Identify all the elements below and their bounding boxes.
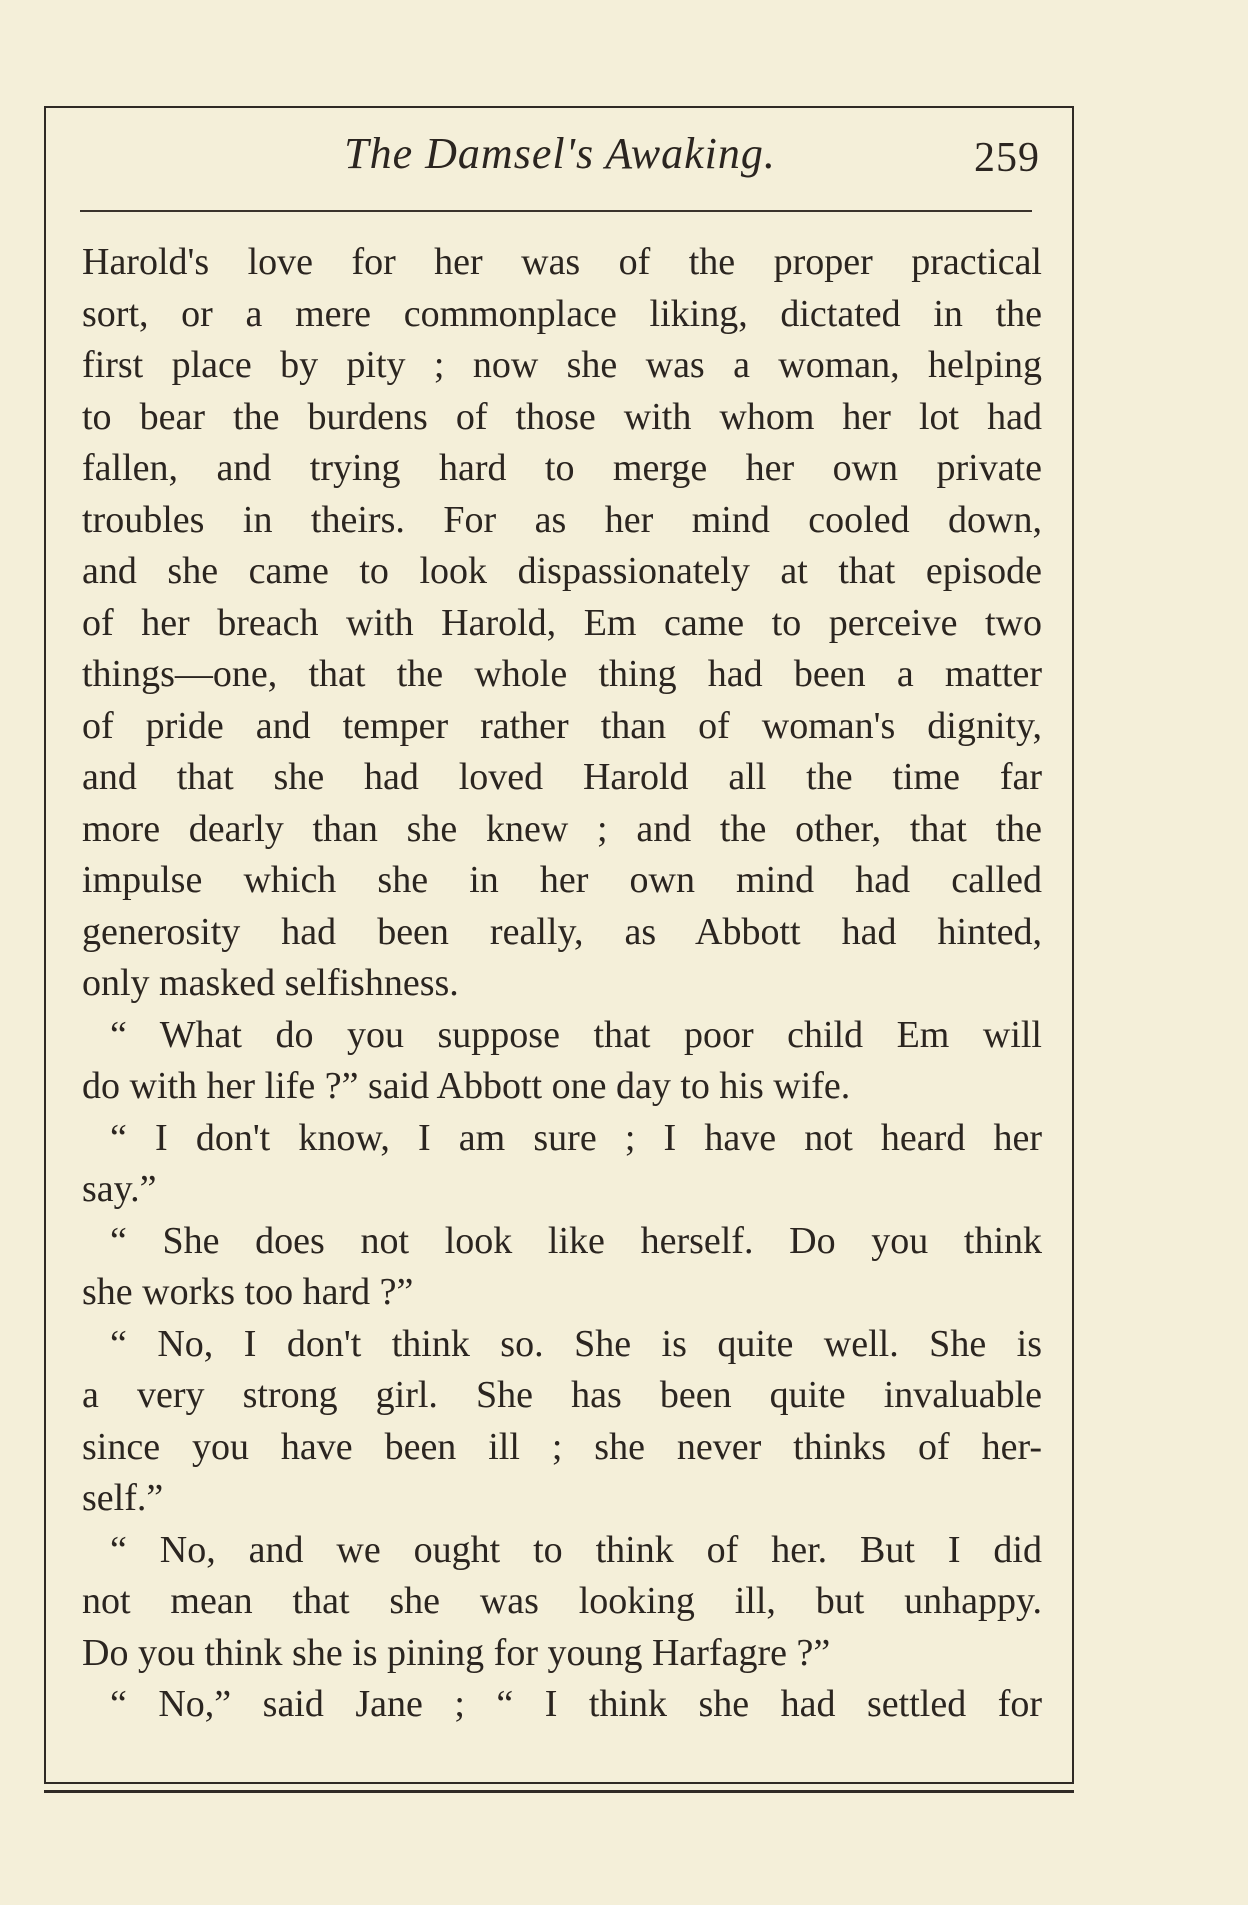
text-line: “ No, and we ought to think of her. But I did	[110, 1528, 1042, 1571]
text-line: of her breach with Harold, Em came to perceive two	[82, 601, 1042, 644]
text-line: “ She does not look like herself. Do you think	[110, 1219, 1042, 1262]
text-line: things—one, that the whole thing had been a matter	[82, 653, 1042, 695]
text-line: only masked selfishness.	[82, 962, 459, 1004]
text-line: more dearly than she knew ; and the other, that the	[82, 807, 1042, 850]
page-number: 259	[974, 135, 1040, 181]
text-line: impulse which she in her own mind had called	[82, 859, 1042, 901]
running-title: The Damsel's Awaking.	[344, 129, 776, 178]
text-line: self.”	[82, 1477, 164, 1519]
text-line: say.”	[82, 1168, 157, 1210]
running-head	[80, 128, 1040, 188]
text-line: sort, or a mere commonplace liking, dictated in the	[82, 292, 1042, 335]
text-line: since you have been ill ; she never thinks of her-	[82, 1425, 1042, 1468]
text-line: fallen, and trying hard to merge her own private	[82, 447, 1042, 489]
text-line: of pride and temper rather than of woman's dignity,	[82, 704, 1042, 747]
text-line: “ No, I don't think so. She is quite well. She is	[110, 1322, 1042, 1365]
text-line: do with her life ?” said Abbott one day to his wife.	[82, 1065, 851, 1107]
text-line: and she came to look dispassionately at that episode	[82, 550, 1042, 592]
frame-bottom-rule	[44, 1790, 1074, 1793]
text-line: and that she had loved Harold all the time far	[82, 756, 1042, 798]
text-line: to bear the burdens of those with whom her lot had	[82, 395, 1042, 438]
text-line: troubles in theirs. For as her mind cooled down,	[82, 498, 1042, 541]
text-line: “ No,” said Jane ; “ I think she had settled for	[110, 1683, 1042, 1725]
text-line: “ What do you suppose that poor child Em will	[110, 1013, 1042, 1056]
body-text	[82, 237, 1042, 1731]
text-line: a very strong girl. She has been quite invaluable	[82, 1374, 1042, 1416]
text-line: Do you think she is pining for young Harfagre ?”	[82, 1631, 831, 1674]
text-line: generosity had been really, as Abbott had hinted,	[82, 910, 1042, 953]
text-line: she works too hard ?”	[82, 1271, 414, 1313]
text-line: not mean that she was looking ill, but unhappy.	[82, 1580, 1042, 1622]
head-rule	[80, 210, 1032, 212]
text-line: Harold's love for her was of the proper practical	[82, 241, 1042, 283]
text-line: “ I don't know, I am sure ; I have not heard her	[110, 1116, 1042, 1159]
text-line: first place by pity ; now she was a woman, helping	[82, 344, 1042, 386]
